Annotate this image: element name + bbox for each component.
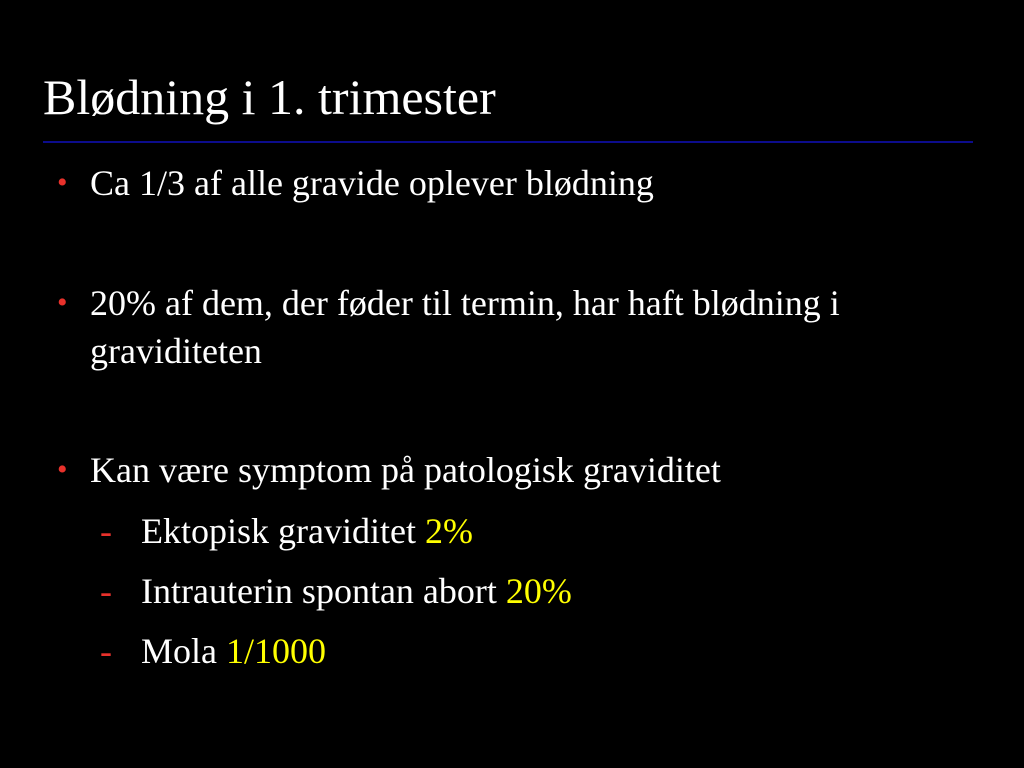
- sub-bullet-content: [141, 627, 326, 675]
- sub-bullet-text: Ektopisk graviditet: [141, 511, 416, 551]
- sub-bullet-dash-icon: -: [100, 571, 112, 611]
- sub-bullet-text: Intrauterin spontan abort: [141, 571, 497, 611]
- sub-bullet-content: [141, 567, 572, 615]
- bullet-dot-icon: •: [57, 453, 68, 486]
- sub-bullet-content: [141, 507, 473, 555]
- sub-bullet-dash-icon: -: [100, 631, 112, 671]
- bullet-text: Kan være symptom på patologisk graviditet: [90, 450, 721, 490]
- slide-title: Blødning i 1. trimester: [43, 69, 496, 125]
- sub-bullet-value: 1/1000: [226, 631, 327, 671]
- title-divider: [43, 141, 973, 143]
- bullet-dot-icon: •: [57, 166, 68, 199]
- sub-bullet-dash-icon: -: [100, 511, 112, 551]
- bullet-text: Ca 1/3 af alle gravide oplever blødning: [90, 163, 654, 203]
- sub-bullet-value: 20%: [505, 571, 572, 611]
- sub-bullet-text: Mola: [141, 631, 217, 671]
- sub-bullet-value: 2%: [424, 511, 473, 551]
- bullet-dot-icon: •: [57, 286, 68, 319]
- bullet-text: 20% af dem, der føder til termin, har haft blødning i graviditeten: [90, 283, 840, 371]
